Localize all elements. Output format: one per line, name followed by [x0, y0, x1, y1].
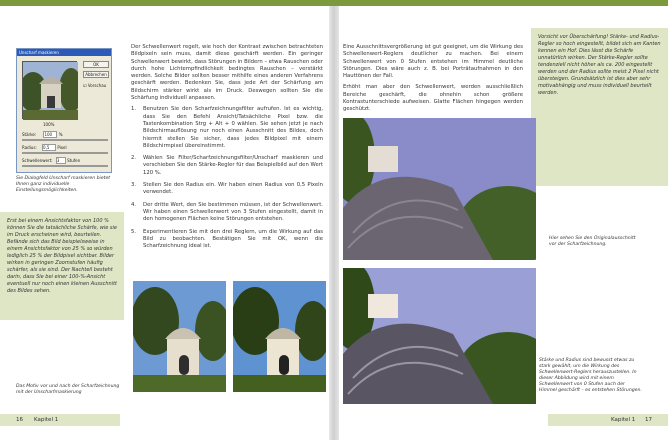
left-body — [131, 44, 323, 255]
step-number: 1. — [131, 106, 137, 113]
right-body — [343, 44, 523, 118]
dialog-title: Unscharf maskieren — [17, 49, 111, 56]
right-paragraph: Eine Ausschnittsvergrößerung ist gut geeignet, um die Wirkung des Schwellenwert-Reglers deutlicher zu machen. Bei einem Schwellenwert von 0 Stufen entstehen im Himmel deutliche Störungen. Dies wäre auch z. B. bei Porträtaufnahmen in den Hauttönen der Fall. — [343, 44, 523, 80]
amount-unit: % — [58, 132, 63, 137]
step-item — [131, 106, 323, 150]
step-text: Benutzen Sie den Scharfzeichnungsfilter aufrufen. Ist es wichtig, dass Sie den Befehl Ansicht/Tatsächliche Pixel bzw. die Tastenkombination Strg + Alt + 0 wählen. Sie sehen jetzt je nach Bildschirmauflösung nur noch einen Ausschnitt des Bildes, doch hiermit stellen Sie sicher, dass jedes Bildpixel mit einem Bildschirmpixel übereinstimmt. — [143, 106, 323, 149]
page-number: 16 — [16, 417, 23, 423]
right-footer — [339, 414, 668, 426]
threshold-label: Schwellenwert: — [22, 158, 53, 163]
radius-input[interactable]: 0,5 — [42, 144, 56, 151]
step-number: 3. — [131, 182, 137, 189]
step-number: 2. — [131, 155, 137, 162]
crop-original-photo — [343, 118, 536, 260]
amount-input[interactable]: 100 — [43, 131, 57, 138]
zoom-level: 100% — [43, 122, 55, 127]
left-footer — [0, 414, 329, 426]
step-number: 5. — [131, 228, 137, 235]
photo-before — [133, 281, 226, 392]
dome-original-icon — [343, 118, 536, 260]
radius-row — [22, 144, 67, 151]
step-text: Der dritte Wert, den Sie bestimmen müssen, ist der Schwellenwert. Wir haben einen Schwellenwert von 3 Stufen eingestellt, damit in den homogenen Flächen keine Störungen entstehen. — [143, 201, 323, 223]
tip-box-left: Erst bei einem Ansichtsfaktor von 100 % können Sie die tatsächliche Schärfe, wie sie im Druck erscheinen wird, beurteilen. Befände sich das Bild beispielsweise in einem Ansichtsfaktor von 25 % so würden lediglich 25 % der Bildpixel sichtbar. Bilder wirken in geringen Zoomstufen häufig schärfer, als sie sind. Der Nachteil besteht darin, dass Sie bei einer 100-%-Ansicht eventuell nur noch einen kleinen Ausschnitt des Bildes sehen. — [0, 212, 124, 320]
unsharp-mask-dialog — [16, 48, 112, 173]
left-page — [0, 6, 329, 440]
step-item — [131, 182, 323, 197]
threshold-unit: Stufen — [67, 158, 81, 163]
dialog-preview-image — [22, 61, 77, 119]
dome-sharpened-icon — [343, 268, 536, 404]
crop-sharpened-photo — [343, 268, 536, 404]
pavilion-before-icon — [133, 281, 226, 392]
threshold-input[interactable]: 3 — [56, 157, 66, 164]
pavilion-after-icon — [233, 281, 326, 392]
caption-sharpened: Stärke und Radius sind bewusst etwas zu stark gewählt, um die Wirkung des Schwellenwert-Reglers herauszustellen. In dieser Abbildung wird mit einem Schwellenwert von 0 Stufen auch der Himmel geschärft – es entstehen Störungen. — [539, 358, 642, 393]
right-paragraph: Erhöht man aber den Schwellenwert, werden ausschließlich Bereiche geschärft, die ohnehin schon größere Kontrastunterschiede aufweisen. Glatte Flächen hingegen werden geschützt. — [343, 84, 523, 113]
photo-after — [233, 281, 326, 392]
preview-label: Vorschau — [87, 83, 107, 88]
caption-original: Hier sehen Sie den Originalausschnitt vor der Scharfzeichnung. — [549, 236, 636, 247]
step-text: Experimentieren Sie mit den drei Reglern, um die Wirkung auf das Bild zu beobachten. Bestätigen Sie mit OK, wenn die Scharfzeichnung ideal ist. — [143, 228, 323, 250]
cancel-button[interactable]: Abbrechen — [83, 71, 109, 78]
pavilion-icon — [23, 62, 78, 120]
preview-checkbox[interactable]: ☑ Vorschau — [83, 83, 107, 88]
right-page — [339, 6, 668, 440]
step-text: Wählen Sie Filter/Scharfzeichnungsfilter/Unscharf maskieren und verschieben Sie den Stärke-Regler für das Beispielbild auf den Wert 120 %. — [143, 155, 323, 176]
amount-label: Stärke: — [22, 132, 37, 137]
step-item — [131, 202, 323, 224]
threshold-slider[interactable] — [22, 165, 108, 167]
page-number: 17 — [645, 417, 652, 423]
dialog-caption: Sie Dialogfeld Unscharf maskieren bietet Ihnen ganz individuelle Einstellungsmöglichkeiten. — [16, 176, 111, 193]
book-gutter — [329, 6, 339, 440]
chapter-label: Kapitel 1 — [34, 417, 59, 423]
radius-label: Radius: — [22, 145, 37, 150]
threshold-row — [22, 157, 80, 164]
radius-slider[interactable] — [22, 152, 108, 154]
tip-box-right: Vorsicht vor Überschärfung! Stärke- und Radius-Regler so hoch eingestellt, bildet sich am Kanten kennen ein Hof. Dies lässt die Schärfe unnatürlich wirken. Der Stärke-Regler sollte tendenziell nicht höher als ca. 200 eingestellt werden und der Radius sollte meist 2 Pixel nicht übersteigen. Grundsätzlich ist dies aber sehr motivabhängig und muss individuell beurteilt werden. — [531, 28, 668, 186]
step-text: Stellen Sie den Radius ein. Wir haben einen Radius von 0,5 Pixeln verwendet. — [143, 182, 323, 196]
chapter-label: Kapitel 1 — [611, 417, 636, 423]
radius-unit: Pixel — [57, 145, 67, 150]
left-paragraph: Der Schwellenwert regelt, wie hoch der Kontrast zwischen betrachteten Bildpixeln sein muss, damit diese geschärft werden. Ein geringer Schwellenwert bewirkt, dass Störungen in Bildern – etwa Rauschen oder durch hohe Lichtempfindlichkeit bedingtes Rauschen – verstärkt werden. Solche Bilder sollten besser mithilfe eines anderen Verfahrens geschärft werden. Bedenken Sie, dass jede Art der Schärfung am Bildschirm stärker wirkt als im Druck. Deswegen sollten Sie die Schärfung individuell anpassen. — [131, 44, 323, 102]
bottom-caption: Das Motiv vor und nach der Scharfzeichnung mit der Unscharfmaskierung — [16, 384, 120, 395]
amount-row — [22, 131, 63, 138]
step-item — [131, 155, 323, 177]
step-item — [131, 229, 323, 251]
step-number: 4. — [131, 201, 137, 208]
ok-button[interactable]: OK — [83, 61, 109, 68]
amount-slider[interactable] — [22, 139, 108, 141]
